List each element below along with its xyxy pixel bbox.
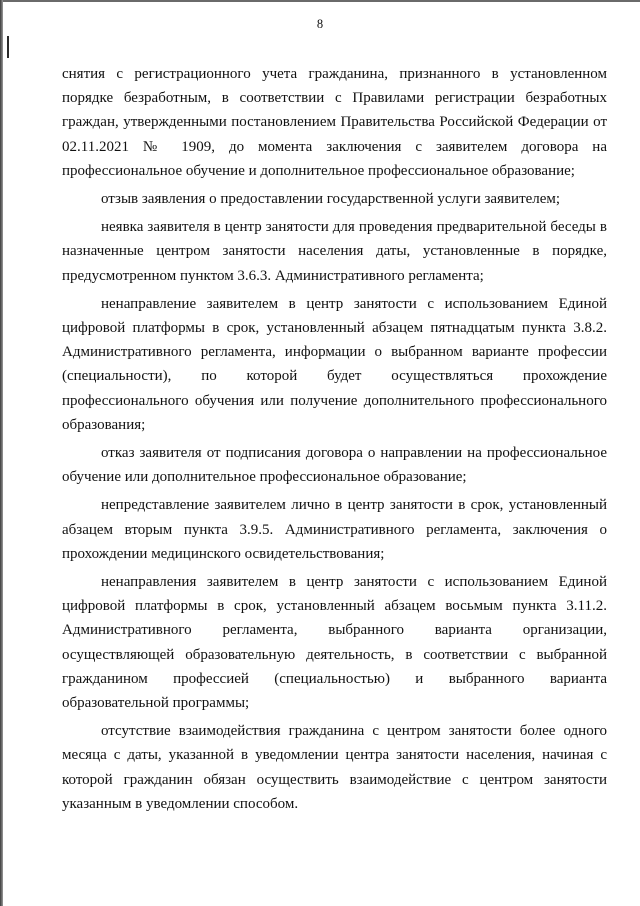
paragraph-organization-choice-not-sent: ненаправления заявителем в центр занятости с использованием Единой цифровой платформы в срок, установленный абзацем восьмым пункта 3.11.2. Административного регламента, выбранного варианта организации, осуществляющей образовательную деятельность, в соответствии с выбранной гражданином профессией (специальностью) и выбранного варианта образовательной программы; (62, 574, 607, 712)
page-number: 8 (316, 17, 324, 31)
paragraph-profession-choice-not-sent: ненаправление заявителем в центр занятости с использованием Единой цифровой платформы в срок, установленный абзацем пятнадцатым пункта 3.8.2. Административного регламента, информации о выбранном варианте профессии (специальности), по которой будет осуществляться прохождение профессионального обучения или получение дополнительного профессионального образования; (62, 295, 607, 433)
paragraph-no-interaction: отсутствие взаимодействия гражданина с центром занятости более одного месяца с даты, указанной в уведомлении центра занятости населения, начиная с которой гражданин обязан осуществить взаимодействие с центром занятости указанным в уведомлении способом. (62, 723, 607, 812)
scan-speck (7, 36, 9, 58)
paragraph-medical-certificate-not-provided: непредставление заявителем лично в центр занятости в срок, установленный абзацем вторым пункта 3.9.5. Административного регламента, заключения о прохождении медицинского освидетельствования; (62, 497, 607, 562)
document-body (62, 62, 607, 816)
scan-edge-left (0, 0, 3, 906)
paragraph-contract-refusal: отказ заявителя от подписания договора о направлении на профессиональное обучение или дополнительное профессиональное образование; (62, 445, 607, 486)
paragraph-application-withdrawal: отзыв заявления о предоставлении государственной услуги заявителем; (101, 191, 561, 208)
scan-edge-top (0, 0, 640, 2)
paragraph-no-show-interview: неявка заявителя в центр занятости для проведения предварительной беседы в назначенные центром занятости населения даты, установленные в порядке, предусмотренном пунктом 3.6.3. Административного регламента; (62, 219, 607, 284)
paragraph-deregistration: снятия с регистрационного учета гражданина, признанного в установленном порядке безработным, в соответствии с Правилами регистрации безработных граждан, утвержденными постановлением Правительства Российской Федерации от 02.11.2021 № 1909, до момента заключения с заявителем договора на профессиональное обучение и дополнительное профессиональное образование; (62, 66, 607, 179)
